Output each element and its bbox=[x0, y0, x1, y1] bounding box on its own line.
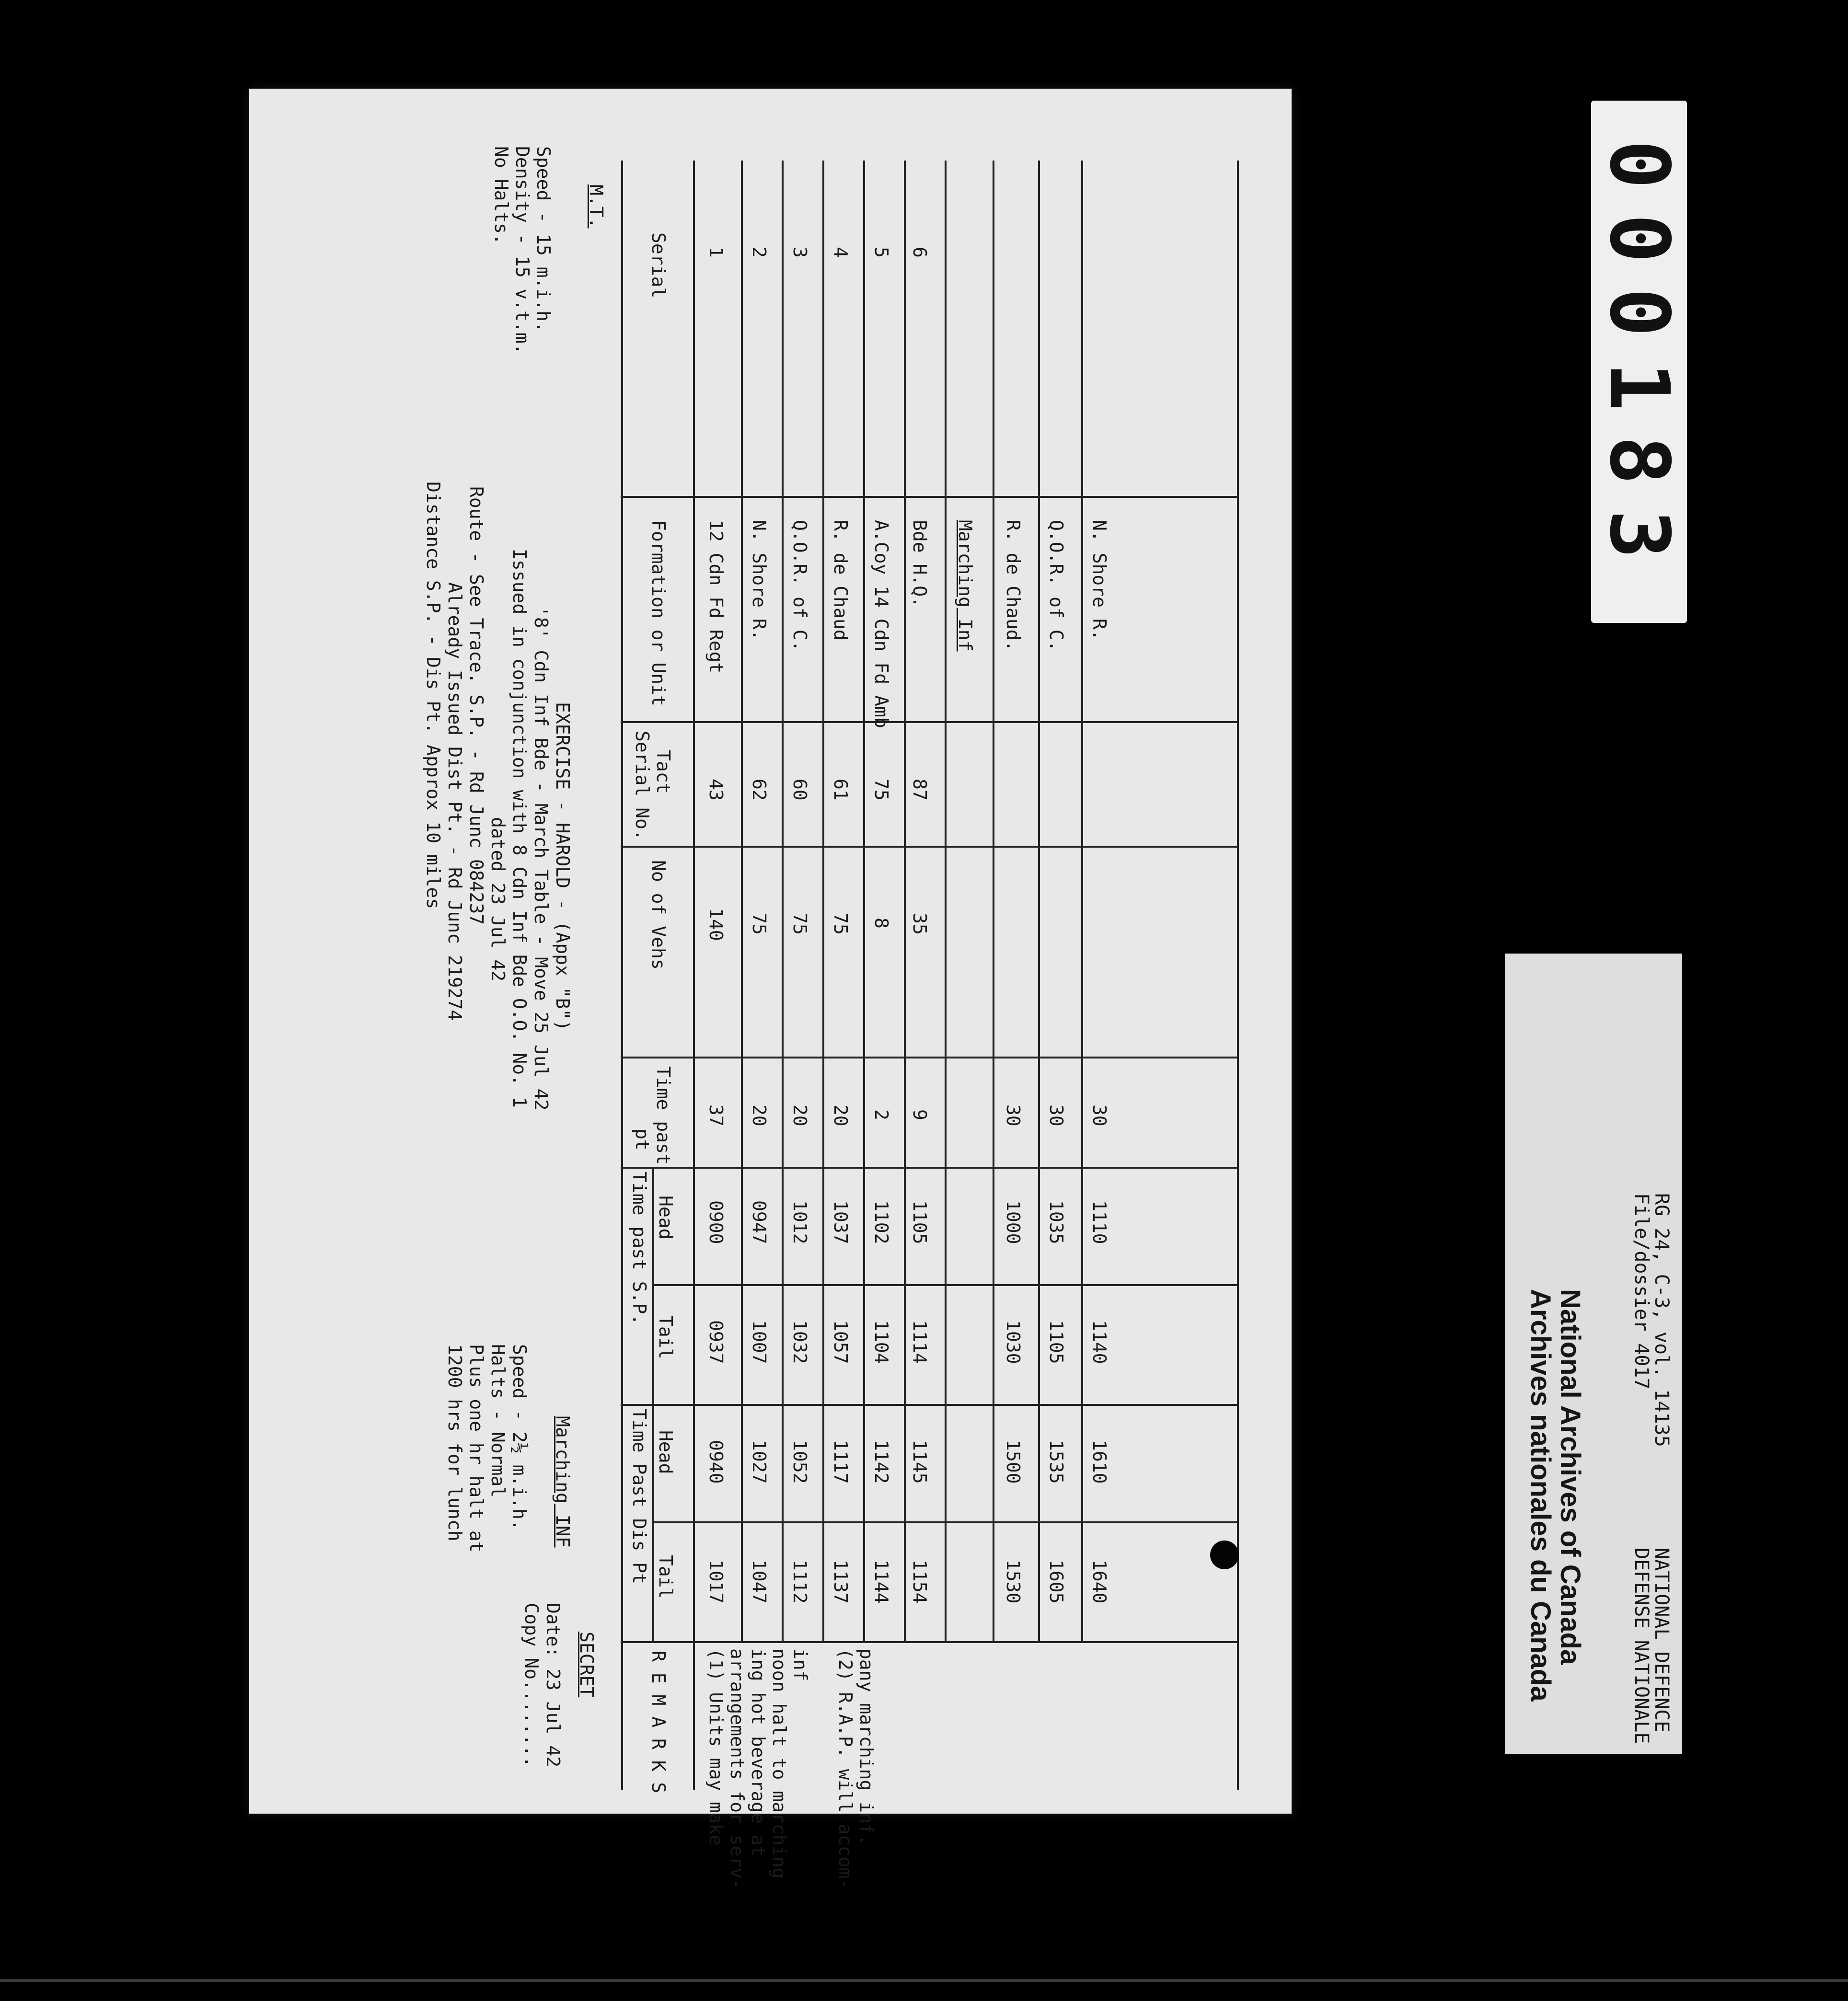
row-1-serial: 1 bbox=[705, 247, 727, 258]
row-6-dis-head: 1145 bbox=[909, 1440, 930, 1484]
row-1-dis-tail: 1017 bbox=[705, 1560, 727, 1604]
table-rule-top bbox=[621, 161, 623, 1790]
row-3-dis-head: 1052 bbox=[789, 1440, 810, 1484]
frame-counter bbox=[1591, 101, 1687, 623]
march-row-2-sp-head: 1035 bbox=[1046, 1200, 1067, 1244]
row-1-tact: 43 bbox=[705, 779, 727, 801]
row-4-dis-tail: 1137 bbox=[830, 1560, 851, 1604]
header-sp: Time past S.P. bbox=[629, 1172, 650, 1325]
row-5-sp-head: 1102 bbox=[871, 1200, 892, 1244]
header-dis: Time Past Dis Pt bbox=[629, 1409, 650, 1585]
row-6-dis-tail: 1154 bbox=[909, 1560, 930, 1604]
row-5-dis-head: 1142 bbox=[871, 1440, 892, 1484]
row-3-tact: 60 bbox=[789, 779, 810, 801]
row-3-sp-tail: 1032 bbox=[789, 1320, 810, 1364]
marching-heading: Marching INF bbox=[552, 1416, 573, 1548]
row-6-tpp: 9 bbox=[909, 1109, 930, 1120]
remark-line-4: noon halt to marching bbox=[769, 1648, 790, 1879]
document-page bbox=[249, 89, 1292, 1890]
march-row-1-rule bbox=[1038, 161, 1040, 1641]
row-5-sp-tail: 1104 bbox=[871, 1320, 892, 1364]
archive-tag-content bbox=[1505, 954, 1682, 1754]
table-rule-bottom bbox=[1237, 161, 1239, 1790]
marching-inf-label: Marching Inf bbox=[955, 520, 976, 652]
row-3-tpp: 20 bbox=[789, 1104, 810, 1127]
doc-subtitle: '8' Cdn Inf Bde - March Table - Move 25 Jul 42 bbox=[531, 606, 552, 1111]
remark-line-2: arrangements for serv- bbox=[727, 1648, 748, 1890]
march-row-2-dis-tail: 1605 bbox=[1046, 1560, 1067, 1604]
marching-speed: Speed - 2½ m.i.h. bbox=[509, 1344, 530, 1530]
row-5-serial: 5 bbox=[871, 247, 892, 258]
row-6-rule bbox=[945, 161, 947, 1641]
row-2-vehs: 75 bbox=[749, 913, 770, 935]
row-3-unit: Q.O.R. of C. bbox=[789, 520, 810, 652]
row-4-rule bbox=[863, 161, 865, 1641]
row-5-vehs: 8 bbox=[871, 918, 892, 929]
march-row-2-tpp: 30 bbox=[1046, 1104, 1067, 1127]
file-reference: File/dossier 4017 bbox=[1630, 1193, 1652, 1390]
row-5-dis-tail: 1144 bbox=[871, 1560, 892, 1604]
doc-date: Date: 23 Jul 42 bbox=[543, 1603, 564, 1768]
row-6-sp-tail: 1114 bbox=[909, 1320, 930, 1364]
row-4-tpp: 20 bbox=[830, 1104, 851, 1127]
row-6-serial: 6 bbox=[909, 247, 930, 258]
remark-line-1: (1) Units may make bbox=[705, 1648, 727, 1846]
mt-density: Density - 15 v.t.m. bbox=[512, 146, 533, 355]
march-row-2-dis-head: 1535 bbox=[1046, 1440, 1067, 1484]
header-tpp-1: Time past bbox=[653, 1066, 674, 1165]
row-3-serial: 3 bbox=[789, 247, 810, 258]
col-divider-7 bbox=[621, 1641, 1239, 1643]
row-6-unit: Bde H.Q. bbox=[909, 520, 930, 608]
row-6-sp-head: 1105 bbox=[909, 1200, 930, 1244]
header-sp-head: Head bbox=[655, 1196, 676, 1240]
archive-name-en: National Archives of Canada bbox=[1555, 1289, 1586, 1665]
row-4-vehs: 75 bbox=[830, 913, 851, 935]
time-subheader-rule bbox=[652, 1167, 654, 1641]
march-row-1-unit: R. de Chaud. bbox=[1003, 520, 1024, 652]
row-1-dis-head: 0940 bbox=[705, 1440, 727, 1484]
header-dis-head: Head bbox=[655, 1430, 676, 1474]
row-1-vehs: 140 bbox=[705, 908, 727, 941]
march-row-3-dis-head: 1610 bbox=[1089, 1440, 1110, 1484]
row-2-tpp: 20 bbox=[749, 1104, 770, 1127]
march-row-3-unit: N. Shore R. bbox=[1089, 520, 1110, 641]
row-5-unit: A.Coy 14 Cdn Fd Amb bbox=[871, 520, 892, 728]
row-3-dis-tail: 1112 bbox=[789, 1560, 810, 1604]
dated-line: dated 23 Jul 42 bbox=[487, 817, 508, 982]
distance-line: Distance S.P. - Dis Pt. Approx 10 miles bbox=[423, 482, 444, 909]
col-divider-6 bbox=[621, 1404, 1239, 1406]
header-dis-tail: Tail bbox=[655, 1555, 676, 1599]
marching-halts: Halts - Normal bbox=[487, 1344, 508, 1498]
row-6-tact: 87 bbox=[909, 779, 930, 801]
col-divider-3 bbox=[621, 846, 1239, 848]
col-divider-5 bbox=[621, 1167, 1239, 1169]
dept-en: NATIONAL DEFENCE bbox=[1651, 1548, 1673, 1733]
film-edge-line bbox=[0, 1979, 1848, 1982]
row-3-vehs: 75 bbox=[789, 913, 810, 935]
row-2-tact: 62 bbox=[749, 779, 770, 801]
march-row-1-dis-head: 1500 bbox=[1003, 1440, 1024, 1484]
frame-counter-number: 000183 bbox=[1592, 139, 1686, 584]
table-rule-header bbox=[693, 161, 695, 1790]
row-2-dis-head: 1027 bbox=[749, 1440, 770, 1484]
row-5-tact: 75 bbox=[871, 779, 892, 801]
march-row-3-sp-head: 1110 bbox=[1089, 1200, 1110, 1244]
row-4-sp-head: 1037 bbox=[830, 1200, 851, 1244]
dept-fr: DEFENSE NATIONALE bbox=[1630, 1548, 1652, 1744]
row-2-serial: 2 bbox=[749, 247, 770, 258]
archive-name-fr: Archives nationales du Canada bbox=[1525, 1289, 1556, 1702]
mt-heading: M.T. bbox=[586, 184, 607, 229]
issued-line: Issued in conjunction with 8 Cdn Inf Bde O.O. No. 1 bbox=[509, 549, 530, 1108]
row-4-dis-head: 1117 bbox=[830, 1440, 851, 1484]
col-divider-4 bbox=[621, 1057, 1239, 1058]
row-5-tpp: 2 bbox=[871, 1109, 892, 1120]
row-2-dis-tail: 1047 bbox=[749, 1560, 770, 1604]
punch-hole-mark bbox=[1210, 1541, 1239, 1569]
header-tpp-2: pt bbox=[632, 1128, 653, 1150]
mt-speed: Speed - 15 m.i.h. bbox=[533, 146, 554, 333]
march-row-3-sp-tail: 1140 bbox=[1089, 1320, 1110, 1364]
row-4-tact: 61 bbox=[830, 779, 851, 801]
row-1-tpp: 37 bbox=[705, 1104, 727, 1127]
copy-number: Copy No........ bbox=[521, 1603, 542, 1768]
row-2-sp-tail: 1007 bbox=[749, 1320, 770, 1364]
row-1-unit: 12 Cdn Fd Regt bbox=[705, 520, 727, 674]
marching-rule bbox=[993, 161, 994, 1641]
march-row-2-unit: Q.O.R. of C. bbox=[1046, 520, 1067, 652]
row-4-sp-tail: 1057 bbox=[830, 1320, 851, 1364]
march-row-3-tpp: 30 bbox=[1089, 1104, 1110, 1127]
row-3-sp-head: 1012 bbox=[789, 1200, 810, 1244]
march-row-1-sp-head: 1000 bbox=[1003, 1200, 1024, 1244]
march-row-1-sp-tail: 1030 bbox=[1003, 1320, 1024, 1364]
header-remarks: R E M A R K S bbox=[648, 1651, 669, 1794]
header-tact-1: Tact bbox=[653, 750, 674, 794]
remark-line-5: inf bbox=[790, 1648, 811, 1681]
march-row-3-dis-tail: 1640 bbox=[1089, 1560, 1110, 1604]
remark-line-3: ing hot beverage at bbox=[748, 1648, 769, 1857]
header-sp-tail: Tail bbox=[655, 1315, 676, 1359]
route-line: Route - See Trace. S.P. - Rd Junc 084237 bbox=[466, 486, 487, 925]
remark-line-7: pany marching inf. bbox=[856, 1648, 877, 1846]
doc-title: EXERCISE - HAROLD - (Appx "B") bbox=[552, 702, 573, 1031]
row-4-unit: R. de Chaud bbox=[830, 520, 851, 641]
archive-tag bbox=[1505, 954, 1682, 1754]
header-vehs: No of Vehs bbox=[648, 860, 669, 970]
header-tact-2: Serial No. bbox=[632, 731, 653, 840]
row-3-rule bbox=[822, 161, 824, 1641]
row-1-rule bbox=[741, 161, 743, 1641]
row-1-sp-tail: 0937 bbox=[705, 1320, 727, 1364]
remark-line-6: (2) R.A.P. will accom- bbox=[835, 1648, 856, 1890]
mt-halts: No Halts. bbox=[491, 146, 512, 245]
marching-lunch: 1200 hrs for lunch bbox=[444, 1344, 465, 1541]
already-line: Already Issued Dist Pt. - Rd Junc 219274 bbox=[444, 582, 465, 1021]
row-2-rule bbox=[782, 161, 784, 1641]
header-serial: Serial bbox=[648, 232, 669, 299]
col-divider-1 bbox=[621, 496, 1239, 498]
rotated-content bbox=[249, 89, 1292, 1890]
march-row-1-dis-tail: 1530 bbox=[1003, 1560, 1024, 1604]
col-divider-2 bbox=[621, 721, 1239, 723]
row-6-vehs: 35 bbox=[909, 913, 930, 935]
row-2-sp-head: 0947 bbox=[749, 1200, 770, 1244]
row-2-unit: N. Shore R. bbox=[749, 520, 770, 641]
secret-label: SECRET bbox=[576, 1632, 597, 1698]
header-formation: Formation or Unit bbox=[648, 520, 669, 706]
row-4-serial: 4 bbox=[830, 247, 851, 258]
march-row-2-rule bbox=[1081, 161, 1083, 1641]
row-1-sp-head: 0900 bbox=[705, 1200, 727, 1244]
marching-plus: Plus one hr halt at bbox=[466, 1344, 487, 1552]
rg-reference: RG 24, C-3, vol. 14135 bbox=[1651, 1193, 1673, 1447]
march-row-2-sp-tail: 1105 bbox=[1046, 1320, 1067, 1364]
march-row-1-tpp: 30 bbox=[1003, 1104, 1024, 1127]
row-5-rule bbox=[904, 161, 906, 1641]
